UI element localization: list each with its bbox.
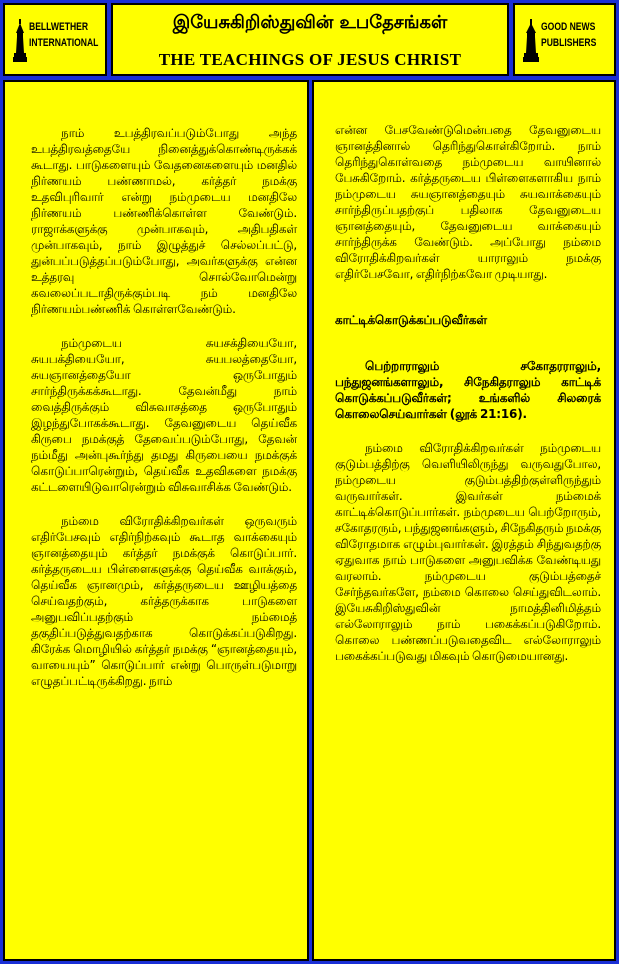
section-heading: காட்டிக்கொடுக்கப்படுவீர்கள்: [335, 313, 487, 327]
good-news-logo: [513, 3, 616, 76]
left-paragraph-2: நம்முடைய சுயசக்தியையோ, சுயபக்தியையோ, சுயபலத்தையோ, சுயஞானத்தையோ ஒருபோதும் சார்ந்திருக்கக்கூடாது. தேவன்மீது நாம் வைத்திருக்கும் விசுவாசத்தை ஒருபோதும் இழந்துபோகக்கூடாது. தேவனுடைய தெய்வீக கிருபை நமக்குத் தேவைப்படும்போது, தேவன் நம்மீது அன்புகூர்ந்து தமது கிருபையை நமக்குக் கொடுப்பாரென்றும், தெய்வீக உதவிகளை நமக்கு கட்டளையிடுவாரென்றும் விசுவாசிக்க வேண்டும்.: [31, 336, 297, 494]
left-paragraph-1: நாம் உபத்திரவப்படும்போது அந்த உபத்திரவத்தையே நினைத்துக்கொண்டிருக்கக் கூடாது. பாடுகளையும் வேதனைகளையும் மனதில் நிர்ணயம் பண்ணாமல், கர்த்தர் நமக்கு உதவிபுரிவார் என்று நம்முடைய மனதிலே நிர்ணயம் பண்ணிக்கொள்ள வேண்டும். ராஜாக்களுக்கு முன்பாகவும், அதிபதிகள் முன்பாகவும், நாம் இழுத்துச் செல்லப்பட்டு, துன்பப்படுத்தப்படும்போது, அவர்களுக்கு என்ன உத்தரவு சொல்வோமென்று கவலைப்படாதிருக்கும்படி நம் மனதிலே நிர்ணயம்பண்ணிக் கொள்ளவேண்டும்.: [31, 126, 297, 316]
left-column: [3, 80, 309, 961]
tower-icon: [523, 19, 539, 63]
scripture-quote: பெற்றாராலும் சகோதரராலும், பந்துஜனங்களாலும், சிநேகிதராலும் காட்டிக் கொடுக்கப்படுவீர்கள்; உங்களில் சிலரைக் கொலைசெய்வார்கள் (லூக் 21:16).: [335, 359, 601, 421]
title-box: [111, 3, 509, 76]
right-paragraph-2: நம்மை விரோதிக்கிறவர்கள் நம்முடைய குடும்பத்திற்கு வெளியிலிருந்து வருவதுபோல, நம்முடைய குடும்பத்திற்குள்ளிருந்தும் வருவார்கள். இவர்கள் நம்மைக் காட்டிக்கொடுப்பார்கள். நம்முடைய பெற்றோரும், சகோதரரும், பந்துஜனங்களும், சிநேகிதரும் நமக்கு விரோதமாக எழும்புவார்கள். இரத்தம் சிந்துவதற்கு ஏதுவாக நாம் பாடுகளை அனுபவிக்க வேண்டியது வரலாம். நம்முடைய குடும்பத்தைச் சேர்ந்தவர்களே, நம்மை கொலை செய்துவிடலாம். இயேசுகிறிஸ்துவின் நாமத்தினிமித்தம் எல்லோராலும் நாம் பகைக்கப்படுகிறோம். கொலை பண்ணப்படுவதைவிட எல்லோராலும் பகைக்கப்படுவது மிகவும் கொடுமையானது.: [335, 441, 601, 663]
page-title-tamil: இயேசுகிறிஸ்துவின் உபதேசங்கள்: [172, 12, 448, 33]
good-news-logo-line2: PUBLISHERS: [541, 37, 597, 49]
tower-icon: [13, 19, 27, 63]
bellwether-logo-line2: INTERNATIONAL: [29, 37, 99, 49]
bellwether-logo-text: [29, 19, 98, 51]
bellwether-logo: [3, 3, 107, 76]
page-title-english: THE TEACHINGS OF JESUS CHRIST: [158, 50, 462, 69]
good-news-logo-text: [541, 19, 596, 51]
right-paragraph-1: என்ன பேசவேண்டுமென்பதை தேவனுடைய ஞானத்தினால் தெரிந்துகொள்கிறோம். நாம் தெரிந்துகொள்வதை நம்முடைய வாயினால் பேசுகிறோம். கர்த்தருடைய பிள்ளைகளாகிய நாம் நம்முடைய சுயஞானத்தையும் சுயவாக்கையும் சார்ந்திருப்பதற்குப் பதிலாக தேவனுடைய ஞானத்தையும், தேவனுடைய வாக்கையும் சார்ந்திருக்க வேண்டும். அப்போது நம்மை விரோதிக்கிறவர்கள் யாராலும் நமக்கு எதிர்பேசவோ, எதிர்நிற்கவோ முடியாது.: [335, 123, 601, 281]
left-paragraph-3: நம்மை விரோதிக்கிறவர்கள் ஒருவரும் எதிர்பேசவும் எதிர்நிற்கவும் கூடாத வாக்கையும் ஞானத்தையும் கர்த்தர் நமக்குக் கொடுப்பார். கர்த்தருடைய பிள்ளைகளுக்கு தெய்வீக வாக்கும், தெய்வீக ஞானமும், கர்த்தருடைய ஊழியத்தை செய்வதற்கும், கர்த்தருக்காக பாடுகளை அனுபவிப்பதற்கும் நம்மைத் தகுதிப்படுத்துவதற்காக கொடுக்கப்படுகிறது. கிரேக்க மொழியில் கர்த்தர் நமக்கு “ஞானத்தையும், வாயையும்” கொடுப்பார் என்று பொருள்படுமாறு எழுதப்பட்டிருக்கிறது. நாம்: [31, 514, 297, 688]
good-news-logo-line1: GOOD NEWS: [541, 21, 596, 33]
right-column: [312, 80, 616, 961]
bellwether-logo-line1: BELLWETHER: [29, 21, 89, 33]
